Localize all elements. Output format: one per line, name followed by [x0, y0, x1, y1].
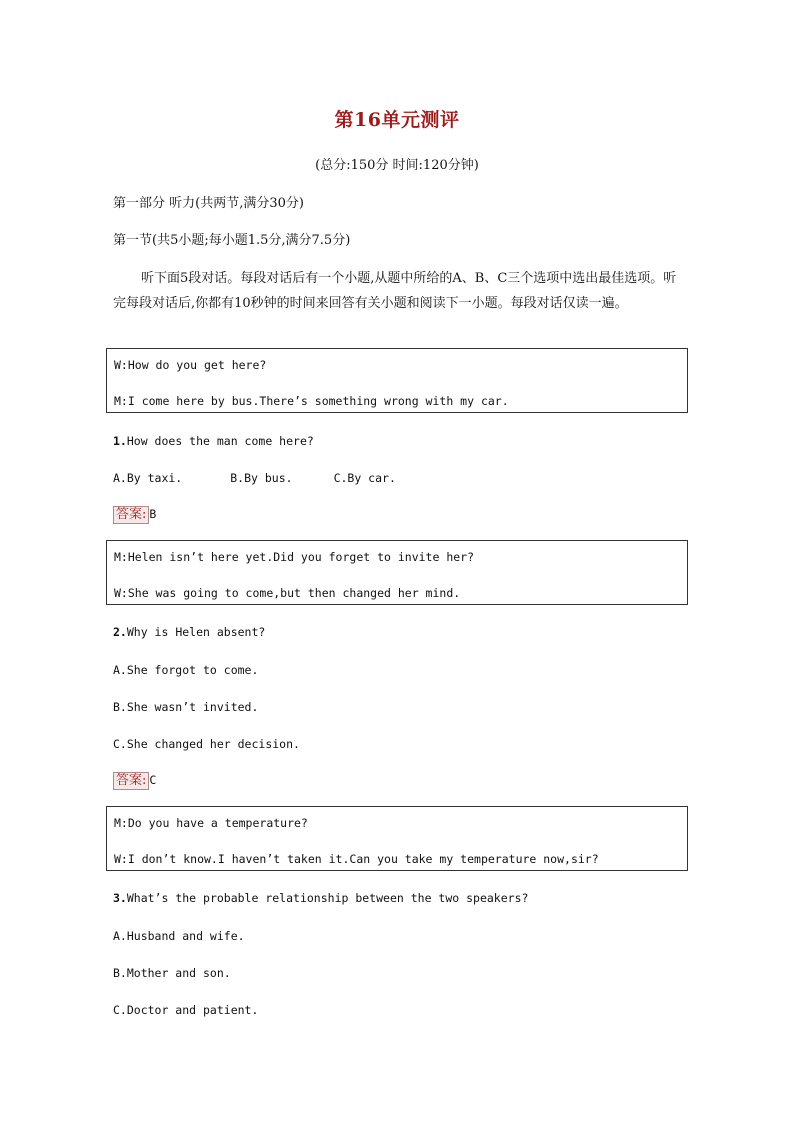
answer-value: C: [149, 773, 157, 787]
instructions-paragraph: 听下面5段对话。每段对话后有一个小题,从题中所给的A、B、C三个选项中选出最佳选项。听完每段对话后,你都有10秒钟的时间来回答有关小题和阅读下一小题。每段对话仅读一遍。: [113, 271, 677, 311]
option-b: B.She wasn’t invited.: [113, 700, 259, 714]
option-c: C.By car.: [333, 471, 396, 485]
question-1: [113, 434, 314, 448]
option-a: A.Husband and wife.: [113, 929, 245, 943]
dialogue-box-1: [106, 348, 688, 413]
option-a: A.She forgot to come.: [113, 663, 259, 677]
question-stem: What’s the probable relationship between the two speakers?: [126, 891, 529, 905]
dialogue-box-2: [106, 540, 688, 605]
exam-info: (总分:150分 时间:120分钟): [315, 158, 479, 173]
question-number: 1.: [113, 434, 127, 448]
dialogue-line: M:I come here by bus.There’s something wrong with my car.: [114, 394, 509, 408]
answer-2: [113, 772, 156, 790]
dialogue-line: W:She was going to come,but then changed her mind.: [114, 586, 461, 600]
answer-value: B: [149, 507, 157, 521]
dialogue-box-3: [106, 806, 688, 871]
option-c: C.Doctor and patient.: [113, 1003, 259, 1017]
question-number: 3.: [113, 891, 127, 905]
option-b: B.Mother and son.: [113, 966, 231, 980]
option-c: C.She changed her decision.: [113, 737, 300, 751]
page-title: 第16单元测评: [334, 109, 460, 131]
question-stem: Why is Helen absent?: [126, 625, 266, 639]
answer-label: 答案:: [113, 506, 149, 524]
section-heading: 第一节(共5小题;每小题1.5分,满分7.5分): [113, 233, 351, 248]
dialogue-line: M:Do you have a temperature?: [114, 816, 308, 830]
dialogue-line: W:I don’t know.I haven’t taken it.Can you take my temperature now,sir?: [114, 852, 599, 866]
answer-label: 答案:: [113, 772, 149, 790]
question-number: 2.: [113, 625, 127, 639]
dialogue-line: M:Helen isn’t here yet.Did you forget to invite her?: [114, 550, 475, 564]
option-b: B.By bus.: [230, 471, 293, 485]
part-heading: 第一部分 听力(共两节,满分30分): [113, 196, 304, 211]
option-a: A.By taxi.: [113, 471, 183, 485]
question-stem: How does the man come here?: [126, 434, 314, 448]
question-3: [113, 891, 528, 905]
dialogue-line: W:How do you get here?: [114, 358, 267, 372]
option-row: [113, 471, 396, 485]
question-2: [113, 625, 265, 639]
answer-1: [113, 506, 156, 524]
